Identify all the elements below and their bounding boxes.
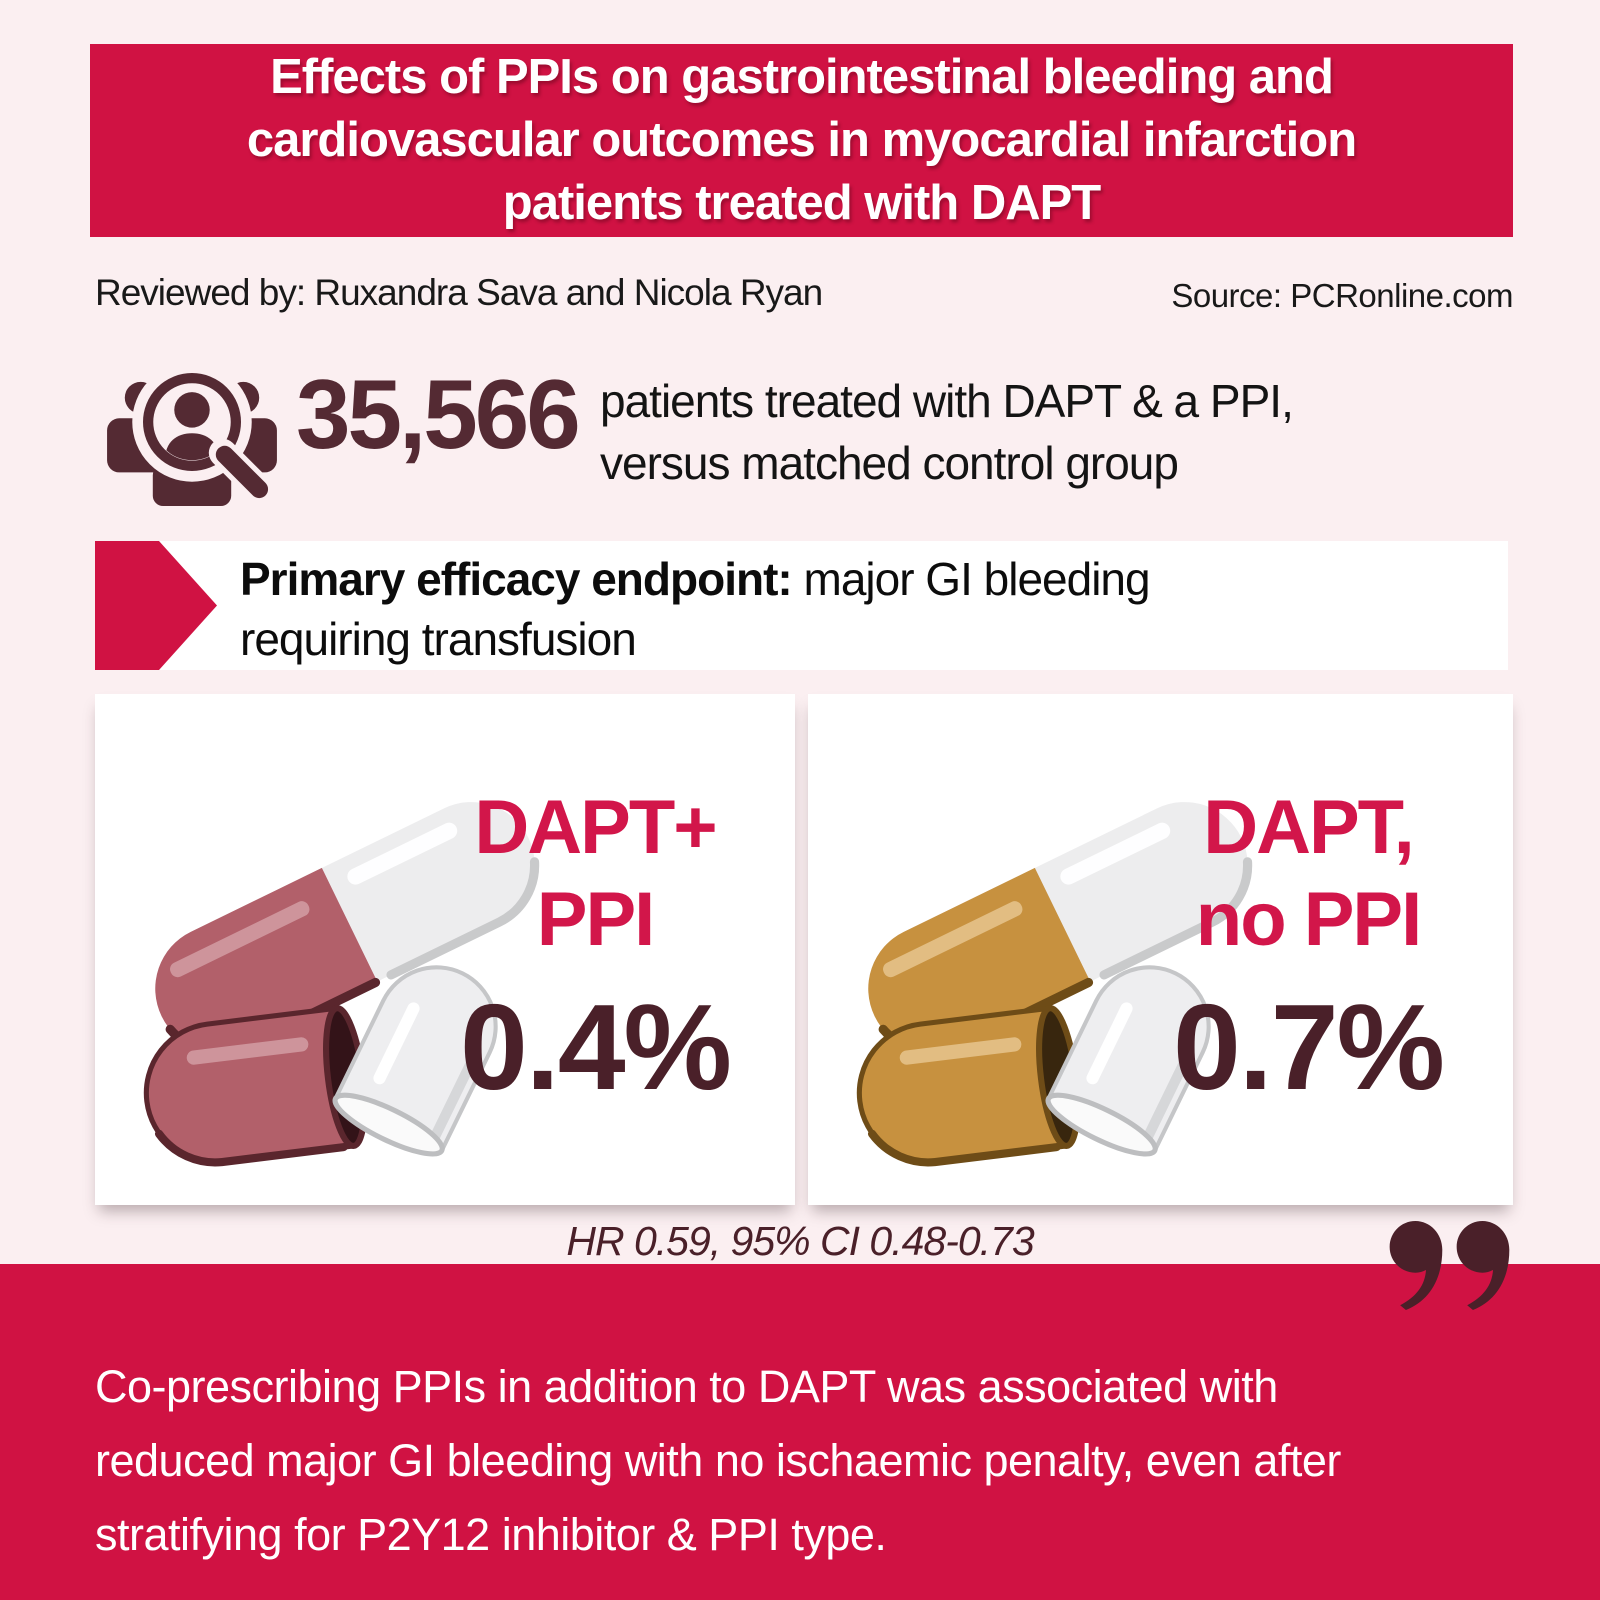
hazard-ratio-note: HR 0.59, 95% CI 0.48-0.73 [566,1218,1034,1264]
card-dapt-no-ppi-text [1113,694,1503,1205]
endpoint-label-rest: major GI bleeding [803,553,1150,605]
people-magnifier-icon [103,366,281,506]
page-title-line-1: Effects of PPIs on gastrointestinal bleeding and [270,50,1333,104]
conclusion-line-1: Co-prescribing PPIs in addition to DAPT was associated with [95,1361,1278,1412]
card-dapt-no-ppi [808,694,1513,1205]
page-title-line-2: cardiovascular outcomes in myocardial infarction [246,113,1357,167]
card-dapt-ppi-label [400,782,790,966]
page-title-line-3: patients treated with DAPT [502,176,1101,230]
card-dapt-no-ppi-label-line-1: DAPT, [1203,785,1413,870]
card-dapt-ppi-label-line-1: DAPT+ [474,785,716,870]
card-dapt-no-ppi-value: 0.7% [1172,979,1444,1115]
endpoint-label-bold: Primary efficacy endpoint: [240,553,792,605]
source-text: Source: PCRonline.com [1171,277,1513,314]
card-dapt-ppi [95,694,795,1205]
conclusion-line-2: reduced major GI bleeding with no ischaemic penalty, even after [95,1435,1341,1486]
patient-count-description-line-2: versus matched control group [600,437,1178,489]
patient-count-description [600,370,1293,494]
conclusion-line-3: stratifying for P2Y12 inhibitor & PPI type. [95,1509,887,1560]
endpoint-line-2: requiring transfusion [240,613,636,665]
card-dapt-ppi-value: 0.4% [459,979,731,1115]
reviewed-by-text: Reviewed by: Ruxandra Sava and Nicola Ryan [95,272,823,313]
patient-count: 35,566 [296,359,578,469]
conclusion-text [95,1350,1341,1572]
closing-quote-icon [1386,1221,1512,1311]
card-dapt-no-ppi-label-line-2: no PPI [1195,877,1421,962]
card-dapt-no-ppi-label [1113,782,1503,966]
patient-count-description-line-1: patients treated with DAPT & a PPI, [600,375,1293,427]
endpoint-text [240,549,1150,669]
center-person-head [174,392,209,427]
card-dapt-ppi-text [400,694,790,1205]
conclusion-band [0,1264,1600,1600]
title-band [90,44,1513,237]
card-dapt-ppi-label-line-2: PPI [536,877,654,962]
chevron-right-icon [95,541,217,670]
endpoint-line-1 [240,549,1150,609]
